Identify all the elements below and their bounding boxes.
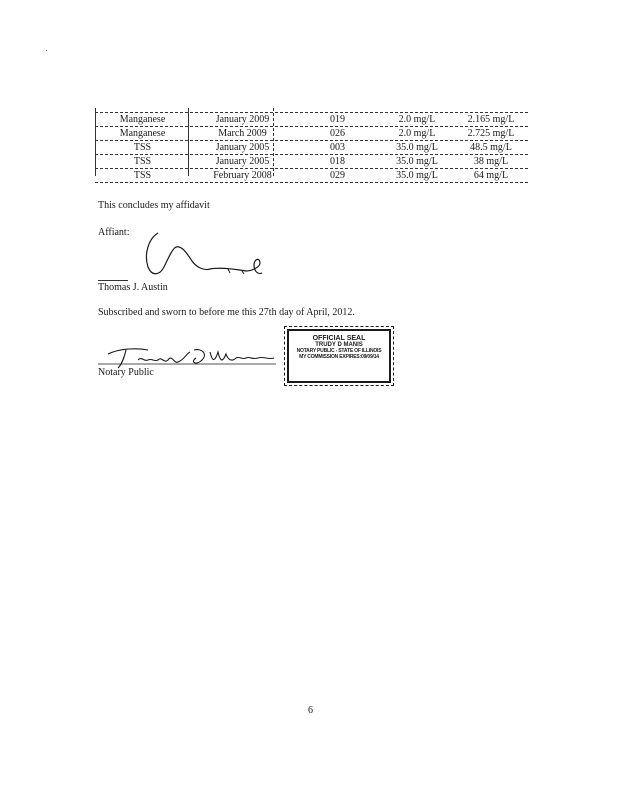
notary-seal: [287, 329, 391, 383]
table-divider: [188, 108, 189, 176]
seal-expiration: MY COMMISSION EXPIRES:09/09/14: [299, 354, 379, 360]
exceedance-table: [95, 112, 528, 183]
table-cell: March 2009: [218, 128, 267, 139]
affidavit-conclusion: This concludes my affidavit: [98, 200, 210, 211]
table-cell: 48.5 mg/L: [470, 142, 512, 153]
affiant-signature: [130, 225, 280, 290]
table-cell: 018: [330, 156, 345, 167]
table-cell: 35.0 mg/L: [396, 142, 438, 153]
table-cell: Manganese: [119, 128, 166, 139]
table-cell: 026: [330, 128, 345, 139]
table-cell: 64 mg/L: [473, 170, 509, 181]
table-row: [95, 141, 528, 155]
table-cell: 2.165 mg/L: [467, 114, 515, 125]
table-cell: January 2005: [215, 156, 270, 167]
table-divider: [95, 108, 96, 176]
signature-line: [98, 280, 128, 281]
table-cell: TSS: [133, 142, 152, 153]
table-cell: January 2005: [215, 142, 270, 153]
notary-label: Notary Public: [98, 367, 154, 378]
table-cell: 38 mg/L: [473, 156, 509, 167]
affiant-name: Thomas J. Austin: [98, 282, 168, 293]
table-cell: January 2009: [215, 114, 270, 125]
table-divider: [273, 108, 274, 176]
table-cell: February 2008: [213, 170, 272, 181]
table-cell: 2.0 mg/L: [398, 128, 436, 139]
table-row: [95, 127, 528, 141]
table-cell: 2.725 mg/L: [467, 128, 515, 139]
table-cell: 35.0 mg/L: [396, 170, 438, 181]
table-row: [95, 169, 528, 183]
table-cell: TSS: [133, 170, 152, 181]
table-cell: Manganese: [119, 114, 166, 125]
table-row: [95, 112, 528, 127]
scan-speck: [46, 50, 47, 51]
seal-name: TRUDY D MANIS: [315, 342, 363, 348]
seal-jurisdiction: NOTARY PUBLIC - STATE OF ILLINOIS: [296, 348, 382, 354]
sworn-statement: Subscribed and sworn to before me this 27th day of April, 2012.: [98, 307, 355, 318]
seal-title: OFFICIAL SEAL: [312, 335, 366, 342]
affiant-label: Affiant:: [98, 227, 130, 238]
table-cell: 019: [330, 114, 345, 125]
table-cell: TSS: [133, 156, 152, 167]
table-cell: 003: [330, 142, 345, 153]
table-row: [95, 155, 528, 169]
table-cell: 35.0 mg/L: [396, 156, 438, 167]
page-number: 6: [308, 705, 313, 716]
table-cell: 2.0 mg/L: [398, 114, 436, 125]
table-cell: 029: [330, 170, 345, 181]
